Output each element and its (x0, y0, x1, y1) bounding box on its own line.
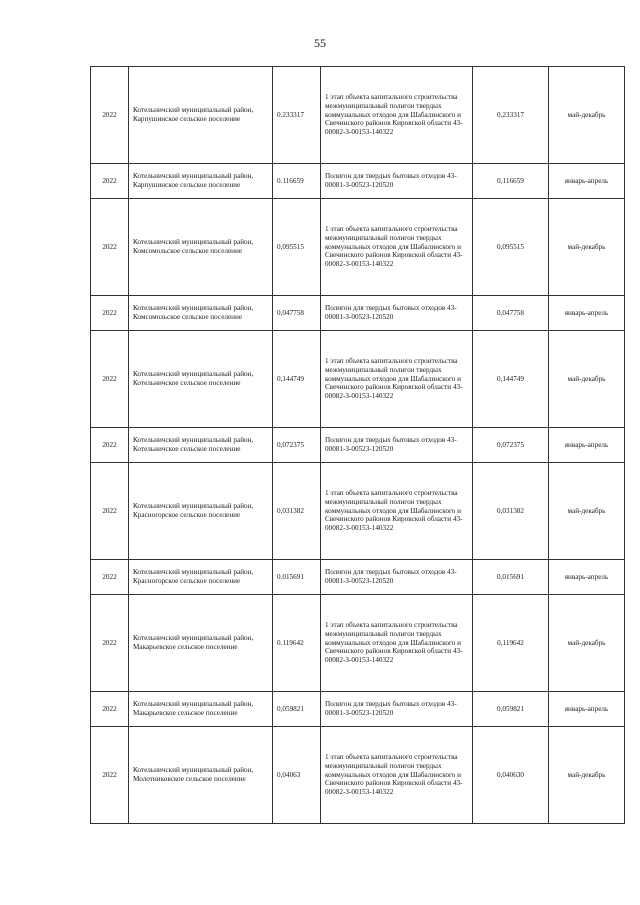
year-cell: 2022 (91, 560, 129, 595)
period-cell: январь-апрель (549, 296, 625, 331)
year-cell: 2022 (91, 331, 129, 428)
area-cell: Котельничский муниципальный район, Карпушинское сельское поселение (129, 67, 273, 164)
area-cell: Котельничский муниципальный район, Комсомольское сельское поселение (129, 199, 273, 296)
value-repeat-cell: 0,144749 (473, 331, 549, 428)
object-cell: Полигон для твердых бытовых отходов 43-00081-З-00523-120520 (321, 296, 473, 331)
value-cell: 0.233317 (273, 67, 321, 164)
table-row (91, 296, 625, 331)
value-cell: 0,047758 (273, 296, 321, 331)
table-row (91, 560, 625, 595)
year-cell: 2022 (91, 727, 129, 824)
period-cell: май-декабрь (549, 727, 625, 824)
area-cell: Котельничский муниципальный район, Карпушинское сельское поселение (129, 164, 273, 199)
page-number: 55 (314, 36, 326, 50)
object-cell: Полигон для твердых бытовых отходов 43-00081-З-00523-120520 (321, 428, 473, 463)
value-repeat-cell: 0,233317 (473, 67, 549, 164)
year-cell: 2022 (91, 296, 129, 331)
table-row (91, 428, 625, 463)
value-cell: 0,144749 (273, 331, 321, 428)
year-cell: 2022 (91, 595, 129, 692)
value-repeat-cell: 0,059821 (473, 692, 549, 727)
period-cell: январь-апрель (549, 164, 625, 199)
value-repeat-cell: 0,072375 (473, 428, 549, 463)
period-cell: май-декабрь (549, 595, 625, 692)
area-cell: Котельничский муниципальный район, Красногорское сельское поселение (129, 463, 273, 560)
period-cell: январь-апрель (549, 560, 625, 595)
value-repeat-cell: 0,116659 (473, 164, 549, 199)
period-cell: май-декабрь (549, 331, 625, 428)
value-cell: 0,031382 (273, 463, 321, 560)
area-cell: Котельничский муниципальный район, Макарьевское сельское поселение (129, 692, 273, 727)
area-cell: Котельничский муниципальный район, Макарьевское сельское поселение (129, 595, 273, 692)
area-cell: Котельничский муниципальный район, Комсомольское сельское поселение (129, 296, 273, 331)
value-repeat-cell: 0,047758 (473, 296, 549, 331)
year-cell: 2022 (91, 463, 129, 560)
object-cell: 1 этап объекта капитального строительства межмуниципальный полигон твердых коммунальных отходов для Шабалинского и Свечинского районов Кировской области 43-00082-З-00153-140322 (321, 331, 473, 428)
year-cell: 2022 (91, 692, 129, 727)
object-cell: 1 этап объекта капитального строительства межмуниципальный полигон твердых коммунальных отходов для Шабалинского и Свечинского районов Кировской области 43-00082-З-00153-140322 (321, 727, 473, 824)
object-cell: Полигон для твердых бытовых отходов 43-00081-З-00523-120520 (321, 692, 473, 727)
object-cell: 1 этап объекта капитального строительства межмуниципальный полигон твердых коммунальных отходов для Шабалинского и Свечинского районов Кировской области 43-00082-З-00153-140322 (321, 199, 473, 296)
value-repeat-cell: 0,040630 (473, 727, 549, 824)
object-cell: 1 этап объекта капитального строительства межмуниципальный полигон твердых коммунальных отходов для Шабалинского и Свечинского районов Кировской области 43-00082-З-00153-140322 (321, 595, 473, 692)
year-cell: 2022 (91, 67, 129, 164)
object-cell: Полигон для твердых бытовых отходов 43-00081-З-00523-120520 (321, 560, 473, 595)
table-row (91, 692, 625, 727)
period-cell: май-декабрь (549, 199, 625, 296)
period-cell: май-декабрь (549, 463, 625, 560)
data-table (90, 66, 625, 824)
table-row (91, 727, 625, 824)
table-row (91, 199, 625, 296)
area-cell: Котельничский муниципальный район, Котельничское сельское поселение (129, 428, 273, 463)
table-row (91, 595, 625, 692)
table-row (91, 331, 625, 428)
period-cell: январь-апрель (549, 692, 625, 727)
value-repeat-cell: 0,015691 (473, 560, 549, 595)
year-cell: 2022 (91, 428, 129, 463)
value-cell: 0,04063 (273, 727, 321, 824)
value-cell: 0,059821 (273, 692, 321, 727)
value-cell: 0.015691 (273, 560, 321, 595)
object-cell: 1 этап объекта капитального строительства межмуниципальный полигон твердых коммунальных отходов для Шабалинского и Свечинского районов Кировской области 43-00082-З-00153-140322 (321, 67, 473, 164)
area-cell: Котельничский муниципальный район, Котельничское сельское поселение (129, 331, 273, 428)
value-cell: 0.116659 (273, 164, 321, 199)
value-repeat-cell: 0,095515 (473, 199, 549, 296)
table-row (91, 463, 625, 560)
value-cell: 0.119642 (273, 595, 321, 692)
object-cell: Полигон для твердых бытовых отходов 43-00081-З-00523-120520 (321, 164, 473, 199)
value-repeat-cell: 0,031382 (473, 463, 549, 560)
year-cell: 2022 (91, 164, 129, 199)
table-body (91, 67, 625, 824)
object-cell: 1 этап объекта капитального строительства межмуниципальный полигон твердых коммунальных отходов для Шабалинского и Свечинского районов Кировской области 43-00082-З-00153-140322 (321, 463, 473, 560)
value-cell: 0,072375 (273, 428, 321, 463)
table-row (91, 164, 625, 199)
area-cell: Котельничский муниципальный район, Молотниковское сельское поселение (129, 727, 273, 824)
year-cell: 2022 (91, 199, 129, 296)
area-cell: Котельничский муниципальный район, Красногорское сельское поселение (129, 560, 273, 595)
value-repeat-cell: 0,119642 (473, 595, 549, 692)
table-row (91, 67, 625, 164)
value-cell: 0,095515 (273, 199, 321, 296)
period-cell: май-декабрь (549, 67, 625, 164)
period-cell: январь-апрель (549, 428, 625, 463)
